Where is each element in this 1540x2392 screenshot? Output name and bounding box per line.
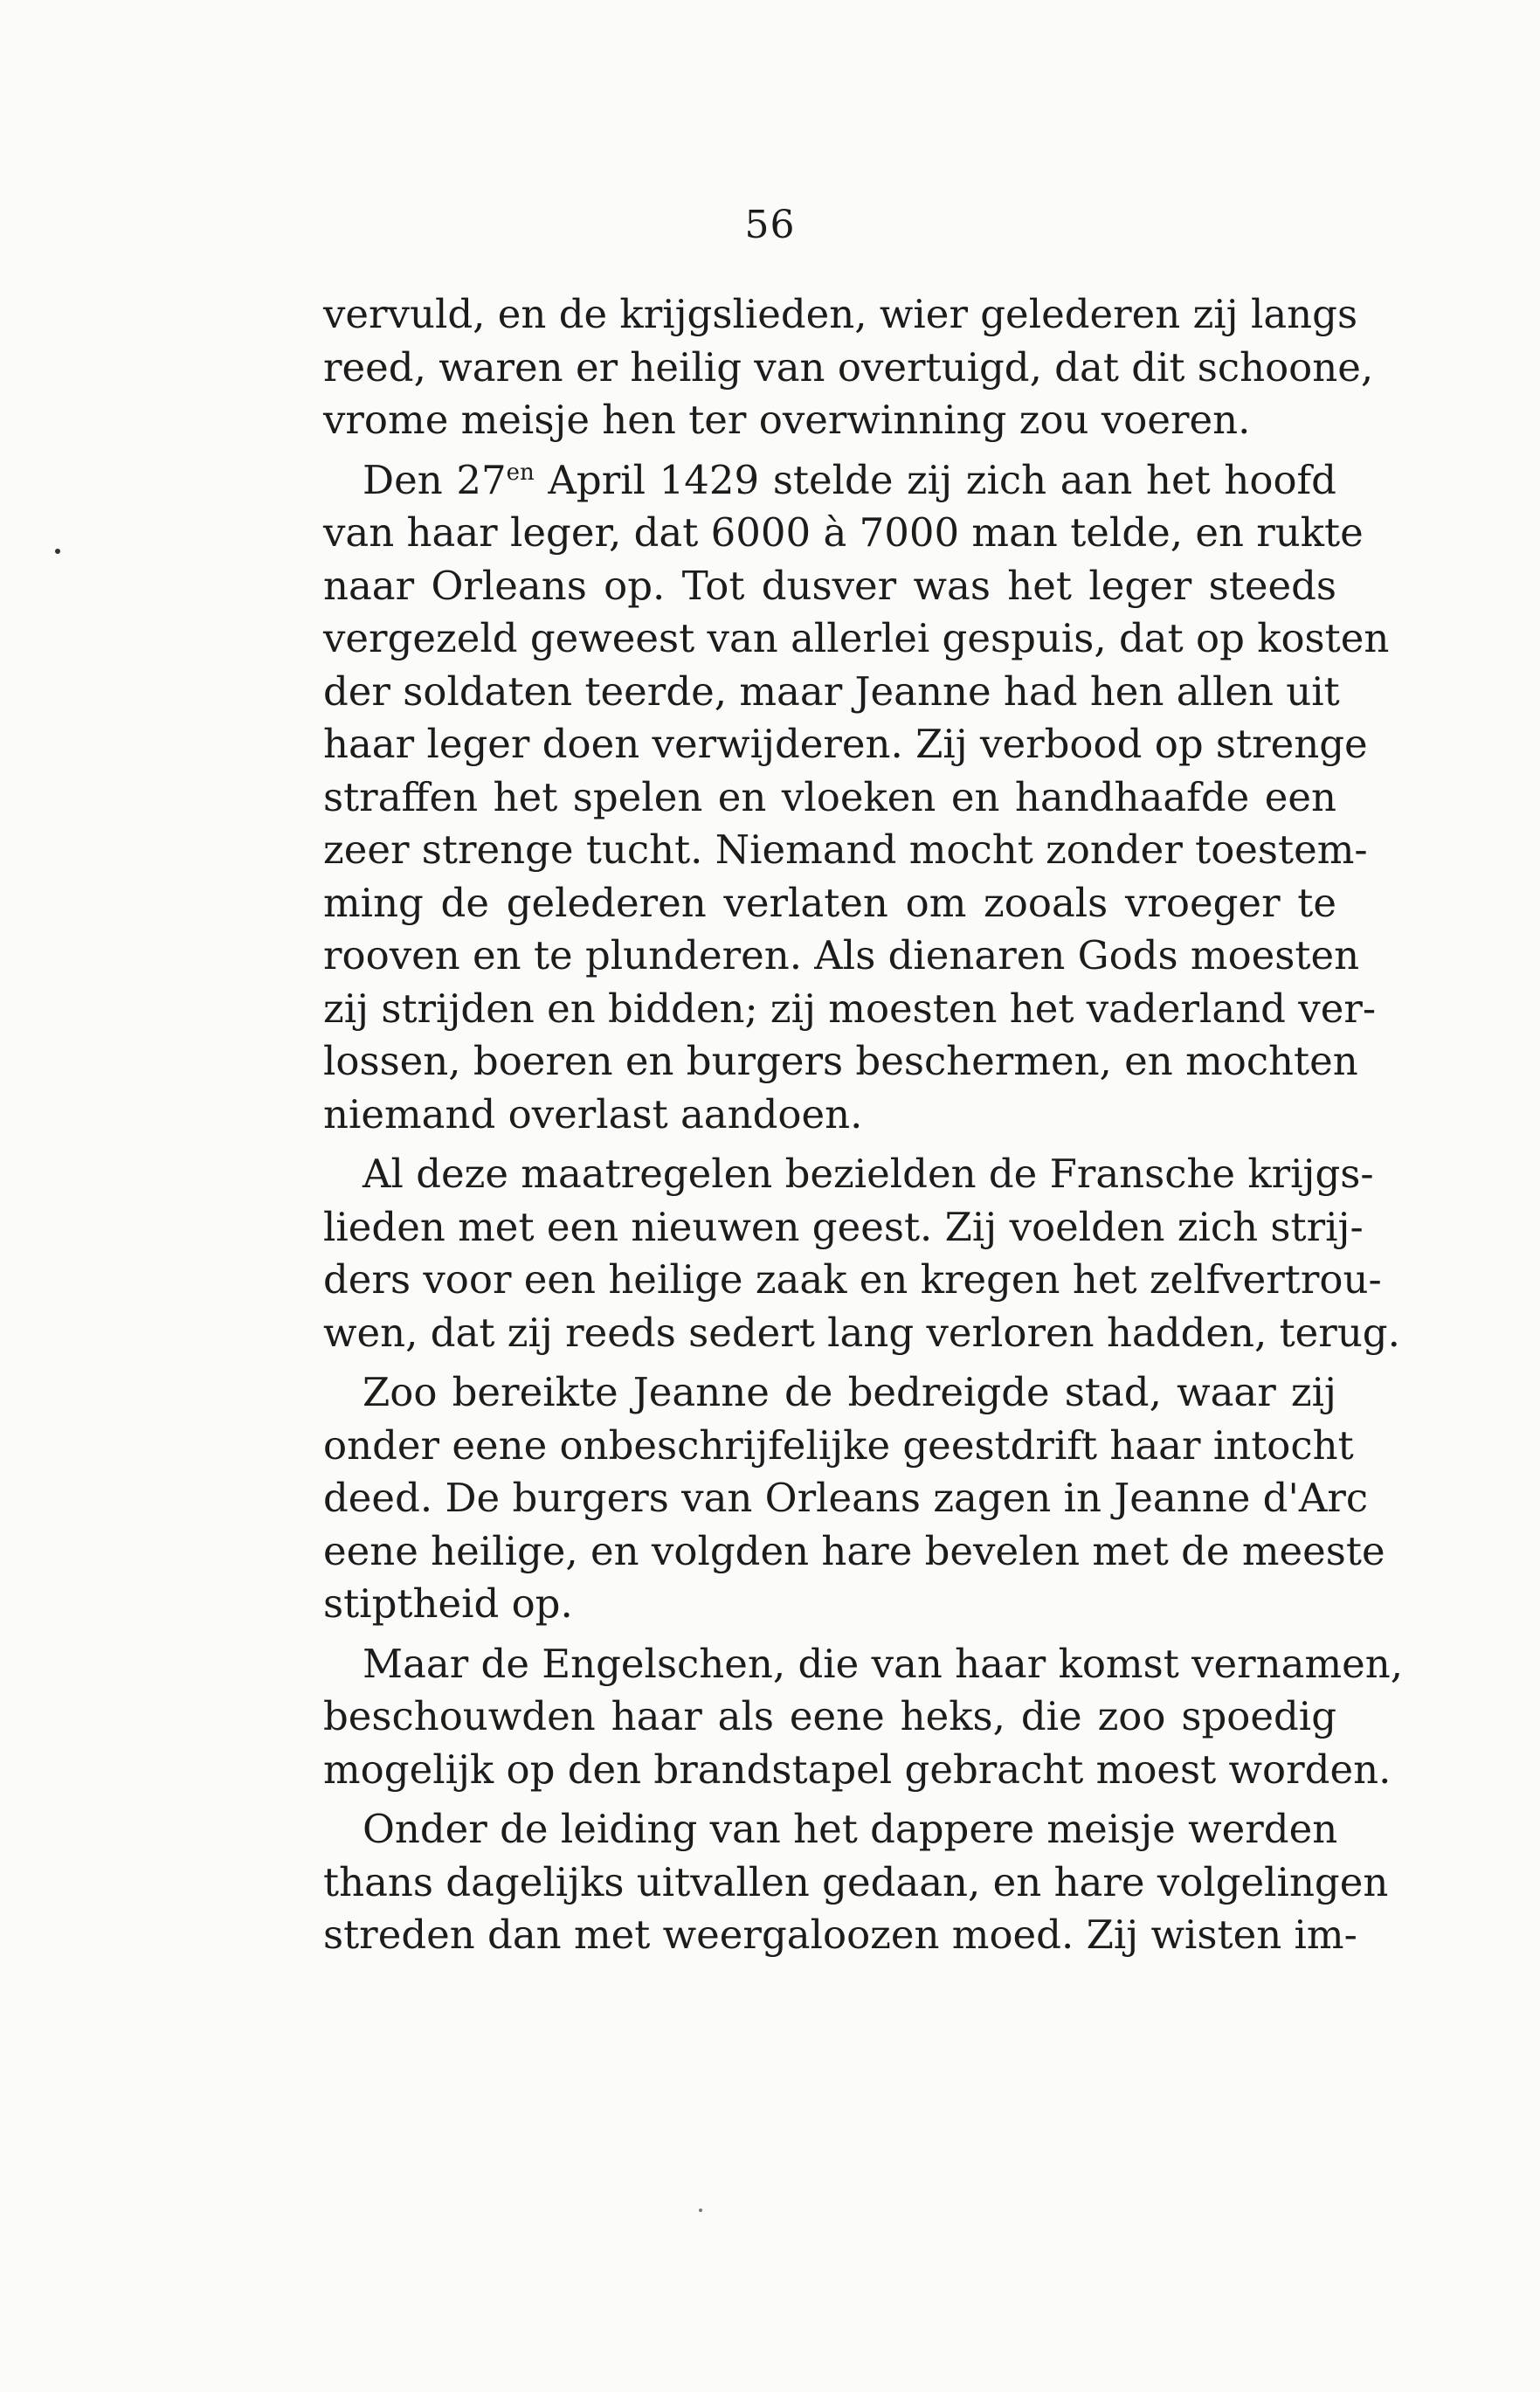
- text-line: reed, waren er heilig van overtuigd, dat dit schoone,: [323, 343, 1374, 391]
- paragraph: [323, 1638, 1404, 1797]
- text-line: lieden met een nieuwen geest. Zij voelden zich strij-: [323, 1203, 1364, 1250]
- text-line: ming de gelederen verlaten om zooals vroeger te: [323, 879, 1336, 926]
- text-line: thans dagelijks uitvallen gedaan, en hare volgelingen: [323, 1858, 1389, 1905]
- text-line: ders voor een heilige zaak en kregen het zelfvertrou-: [323, 1256, 1382, 1303]
- text-line: wen, dat zij reeds sedert lang verloren hadden, terug.: [323, 1309, 1400, 1356]
- paragraph: [323, 454, 1390, 1142]
- text-line: stiptheid op.: [323, 1580, 573, 1627]
- body-text: [323, 288, 1404, 1969]
- text-line: naar Orleans op. Tot dusver was het leger steeds: [323, 562, 1336, 609]
- text-line: Den $27^{en}$ April 1429 stelde zij zich aan het hoofd: [363, 456, 1336, 503]
- text-line: vervuld, en de krijgslieden, wier gelederen zij langs: [323, 291, 1358, 337]
- text-line: der soldaten teerde, maar Jeanne had hen allen uit: [323, 667, 1340, 715]
- text-line: van haar leger, dat 6000 à 7000 man telde, en rukte: [323, 509, 1364, 556]
- paragraph: [323, 1366, 1385, 1631]
- text-line: Zoo bereikte Jeanne de bedreigde stad, waar zij: [363, 1369, 1336, 1415]
- text-line: rooven en te plunderen. Als dienaren Gods moesten: [323, 932, 1360, 978]
- text-line: vrome meisje hen ter overwinning zou voeren.: [323, 397, 1251, 443]
- text-line: deed. De burgers van Orleans zagen in Jeanne d'Arc: [323, 1475, 1369, 1521]
- paragraph: [323, 1803, 1389, 1962]
- text-line: mogelijk op den brandstapel gebracht moest worden.: [323, 1746, 1392, 1793]
- text-line: niemand overlast aandoen.: [323, 1090, 863, 1137]
- text-line: beschouwden haar als eene heks, die zoo spoedig: [323, 1693, 1336, 1739]
- scan-speck: [699, 2209, 702, 2212]
- text-line: haar leger doen verwijderen. Zij verbood op strenge: [323, 721, 1368, 767]
- text-line: streden dan met weergaloozen moed. Zij wisten im-: [323, 1912, 1357, 1958]
- paragraph: [323, 1148, 1400, 1359]
- page-number: 56: [744, 203, 796, 247]
- margin-mark: [55, 549, 60, 554]
- text-line: Onder de leiding van het dappere meisje werden: [363, 1806, 1338, 1852]
- text-line: lossen, boeren en burgers beschermen, en mochten: [323, 1038, 1358, 1084]
- text-line: zij strijden en bidden; zij moesten het vaderland ver-: [323, 985, 1377, 1032]
- text-line: straffen het spelen en vloeken en handhaafde een: [323, 773, 1336, 820]
- text-line: vergezeld geweest van allerlei gespuis, dat op kosten: [323, 615, 1390, 661]
- paragraph: [323, 288, 1374, 447]
- text-line: Al deze maatregelen bezielden de Fransche krijgs-: [363, 1151, 1374, 1197]
- text-line: eene heilige, en volgden hare bevelen met de meeste: [323, 1527, 1385, 1574]
- text-line: onder eene onbeschrijfelijke geestdrift haar intocht: [323, 1421, 1354, 1469]
- text-line: Maar de Engelschen, die van haar komst vernamen,: [363, 1640, 1404, 1687]
- text-line: zeer strenge tucht. Niemand mocht zonder toestem-: [323, 826, 1368, 873]
